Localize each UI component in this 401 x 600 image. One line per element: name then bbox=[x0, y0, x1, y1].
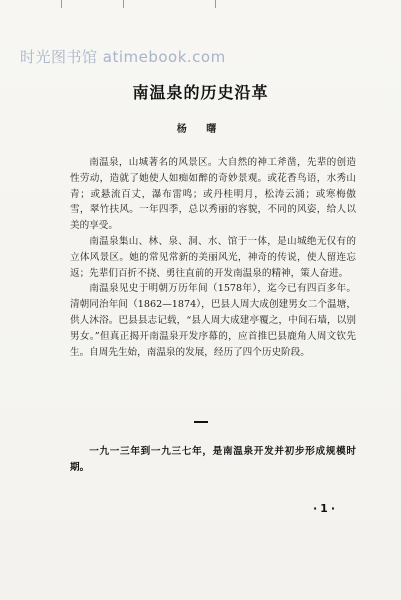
article-title: 南温泉的历史沿革 bbox=[132, 83, 269, 102]
article-body bbox=[70, 155, 356, 360]
section-number bbox=[194, 421, 208, 423]
paragraph: 南温泉，山城著名的风景区。大自然的神工斧凿，先辈的创造性劳动，造就了她使人如痴如醉的奇妙景观。或花香鸟语，水秀山青；或悬流百丈，瀑布雷鸣；或丹桂明月，松涛云涌；或寒梅傲雪，翠竹扶风。一年四季，总以秀丽的容貌，不同的风姿，给人以美的享受。 bbox=[70, 157, 356, 232]
scan-tick-mark bbox=[215, 0, 216, 8]
paragraph: 南温泉见史于明朝万历年间（1578年），迄今已有四百多年。清朝同治年间（1862—1874），巴县人周大成创建男女二个温塘，供人沐浴。巴县县志记载，“县人周大成建亭覆之，中间石墙，以别男女。”但真正揭开南温泉开发序幕的，应首推巴县鹿角人周文钦先生。自周先生始，南温泉的发展，经历了四个历史阶段。 bbox=[70, 283, 356, 358]
section-heading-paragraph bbox=[70, 444, 356, 476]
scan-tick-mark bbox=[61, 0, 62, 8]
author-name: 杨 曙 bbox=[176, 124, 225, 135]
page-number: ·1· bbox=[313, 502, 339, 515]
watermark: 时光图书馆 atimebook.com bbox=[20, 48, 226, 66]
paragraph: 南温泉集山、林、泉、洞、水、馆于一体，是山城绝无仅有的立体风景区。她的常见常新的美丽风光，神奇的传说，使人留连忘返；先辈们百折不挠、勇往直前的开发南温泉的精神，策人奋进。 bbox=[70, 235, 356, 279]
paragraph: 一九一三年到一九三七年，是南温泉开发并初步形成规模时期。 bbox=[70, 446, 356, 473]
scan-tick-mark bbox=[123, 0, 124, 8]
